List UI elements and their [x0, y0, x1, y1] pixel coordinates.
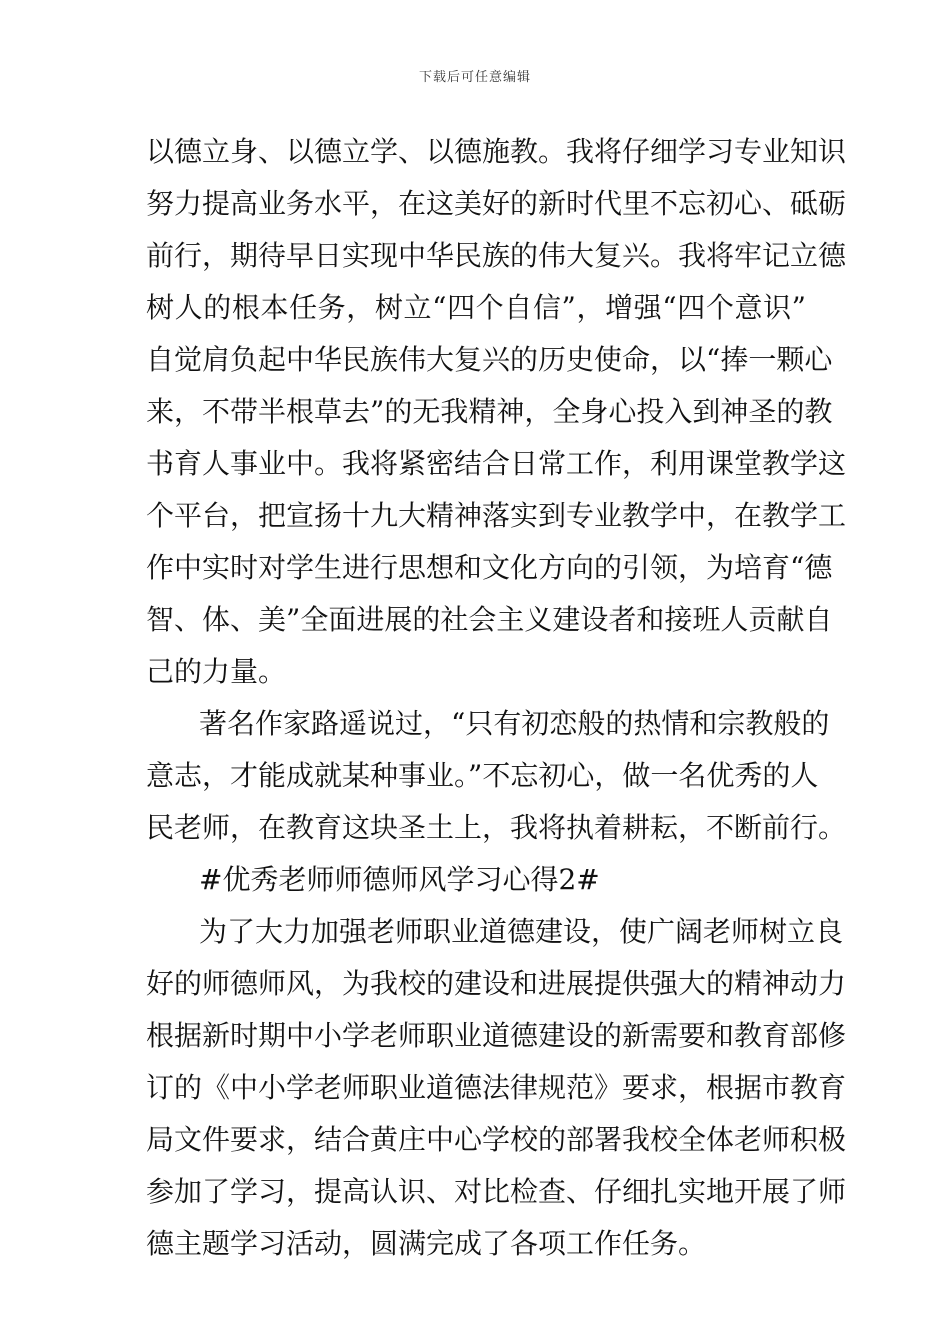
text-line: 意志，才能成就某种事业。”不忘初心，做一名优秀的人 — [146, 759, 819, 792]
text-line: 智、体、美”全面进展的社会主义建设者和接班人贡献自 — [146, 603, 833, 636]
text-line: 努力提高业务水平，在这美好的新时代里不忘初心、砥砺 — [146, 187, 847, 220]
text-line: 参加了学习，提高认识、对比检查、仔细扎实地开展了师 — [146, 1175, 847, 1208]
text-line: 树人的根本任务，树立“四个自信”，增强“四个意识” — [146, 291, 806, 324]
text-line: 书育人事业中。我将紧密结合日常工作，利用课堂教学这 — [146, 447, 847, 480]
text-line: 为了大力加强老师职业道德建设，使广阔老师树立良 — [199, 915, 844, 948]
text-line: 作中实时对学生进行思想和文化方向的引领，为培育“德 — [146, 551, 833, 584]
text-line: 民老师，在教育这块圣土上，我将执着耕耘，不断前行。 — [146, 811, 847, 844]
text-line: 自觉肩负起中华民族伟大复兴的历史使命，以“捧一颗心 — [146, 343, 833, 376]
text-line: 己的力量。 — [146, 655, 287, 688]
paragraph-2 — [146, 698, 847, 854]
text-line: 来，不带半根草去”的无我精神，全身心投入到神圣的教 — [146, 395, 833, 428]
text-line: 个平台，把宣扬十九大精神落实到专业教学中，在教学工 — [146, 499, 847, 532]
text-line: 著名作家路遥说过，“只有初恋般的热情和宗教般的 — [199, 707, 830, 740]
text-line: 以德立身、以德立学、以德施教。我将仔细学习专业知识 — [146, 135, 847, 168]
text-line: 根据新时期中小学老师职业道德建设的新需要和教育部修 — [146, 1019, 847, 1052]
text-line: 德主题学习活动，圆满完成了各项工作任务。 — [146, 1227, 707, 1260]
text-line: 好的师德师风，为我校的建设和进展提供强大的精神动力 — [146, 967, 847, 1000]
paragraph-3 — [146, 906, 847, 1270]
text-line: 局文件要求，结合黄庄中心学校的部署我校全体老师积极 — [146, 1123, 847, 1156]
text-line: 订的《中小学老师职业道德法律规范》要求，根据市教育 — [146, 1071, 847, 1104]
section-heading — [146, 854, 806, 906]
text-line: 前行，期待早日实现中华民族的伟大复兴。我将牢记立德 — [146, 239, 847, 272]
document-body — [146, 126, 847, 1270]
page-header-note: 下载后可任意编辑 — [418, 70, 531, 85]
paragraph-1 — [146, 126, 847, 698]
section-heading-text: #优秀老师师德师风学习心得2# — [199, 863, 600, 896]
